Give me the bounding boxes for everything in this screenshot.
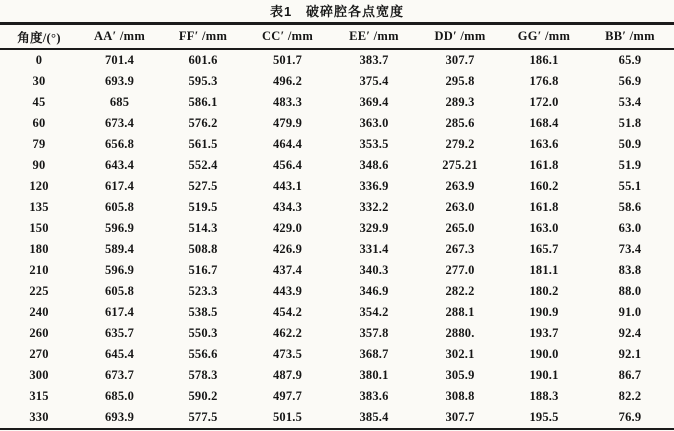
angle-cell: 120 bbox=[29, 179, 49, 193]
value-cell: 308.8 bbox=[445, 389, 475, 403]
angle-cell: 30 bbox=[32, 74, 46, 88]
value-cell: 50.9 bbox=[618, 137, 642, 151]
value-cell: 336.9 bbox=[359, 179, 389, 193]
value-cell: 462.2 bbox=[272, 326, 303, 340]
value-cell: 282.2 bbox=[445, 284, 475, 298]
value-cell: 605.8 bbox=[104, 284, 135, 298]
value-cell: 589.4 bbox=[104, 242, 135, 256]
value-cell: 190.1 bbox=[529, 368, 559, 382]
value-cell: 83.8 bbox=[618, 263, 642, 277]
angle-cell: 210 bbox=[29, 263, 49, 277]
value-cell: 701.4 bbox=[104, 53, 135, 67]
value-cell: 88.0 bbox=[618, 284, 642, 298]
value-cell: 443.1 bbox=[272, 179, 303, 193]
table-row bbox=[0, 218, 674, 239]
value-cell: 331.4 bbox=[359, 242, 389, 256]
table-title: 表1 破碎腔各点宽度 bbox=[269, 4, 405, 19]
value-cell: 307.7 bbox=[445, 410, 475, 424]
value-cell: 693.9 bbox=[104, 410, 135, 424]
value-cell: 380.1 bbox=[359, 368, 389, 382]
value-cell: 363.0 bbox=[359, 116, 389, 130]
angle-cell: 180 bbox=[29, 242, 49, 256]
value-cell: 172.0 bbox=[529, 95, 559, 109]
value-cell: 275.21 bbox=[442, 158, 478, 172]
value-cell: 302.1 bbox=[445, 347, 475, 361]
column-header: AA′ /mm bbox=[78, 24, 161, 50]
value-cell: 160.2 bbox=[529, 179, 559, 193]
value-cell: 263.0 bbox=[445, 200, 475, 214]
value-cell: 288.1 bbox=[445, 305, 475, 319]
value-cell: 193.7 bbox=[529, 326, 559, 340]
value-cell: 165.7 bbox=[529, 242, 559, 256]
value-cell: 578.3 bbox=[188, 368, 218, 382]
value-cell: 92.1 bbox=[618, 347, 642, 361]
value-cell: 190.9 bbox=[529, 305, 559, 319]
value-cell: 550.3 bbox=[188, 326, 218, 340]
value-cell: 265.0 bbox=[445, 221, 475, 235]
angle-cell: 270 bbox=[29, 347, 49, 361]
value-cell: 263.9 bbox=[445, 179, 475, 193]
table-row bbox=[0, 365, 674, 386]
data-table bbox=[0, 22, 674, 430]
table-row bbox=[0, 71, 674, 92]
value-cell: 617.4 bbox=[104, 305, 135, 319]
table-row bbox=[0, 176, 674, 197]
value-cell: 429.0 bbox=[272, 221, 303, 235]
value-cell: 285.6 bbox=[445, 116, 475, 130]
angle-cell: 240 bbox=[29, 305, 49, 319]
value-cell: 195.5 bbox=[529, 410, 559, 424]
value-cell: 267.3 bbox=[445, 242, 475, 256]
value-cell: 561.5 bbox=[188, 137, 218, 151]
angle-cell: 135 bbox=[29, 200, 49, 214]
value-cell: 279.2 bbox=[445, 137, 475, 151]
value-cell: 51.9 bbox=[618, 158, 642, 172]
value-cell: 645.4 bbox=[104, 347, 135, 361]
table-row bbox=[0, 92, 674, 113]
value-cell: 186.1 bbox=[529, 53, 559, 67]
value-cell: 168.4 bbox=[529, 116, 559, 130]
table-row bbox=[0, 302, 674, 323]
angle-cell: 315 bbox=[29, 389, 49, 403]
value-cell: 596.9 bbox=[104, 263, 135, 277]
value-cell: 82.2 bbox=[618, 389, 642, 403]
value-cell: 383.7 bbox=[359, 53, 389, 67]
value-cell: 685 bbox=[109, 95, 130, 109]
value-cell: 161.8 bbox=[529, 200, 559, 214]
value-cell: 576.2 bbox=[188, 116, 218, 130]
value-cell: 63.0 bbox=[618, 221, 642, 235]
angle-cell: 0 bbox=[35, 53, 43, 67]
table-row bbox=[0, 260, 674, 281]
value-cell: 340.3 bbox=[359, 263, 389, 277]
value-cell: 332.2 bbox=[359, 200, 389, 214]
value-cell: 176.8 bbox=[529, 74, 559, 88]
value-cell: 348.6 bbox=[359, 158, 389, 172]
value-cell: 346.9 bbox=[359, 284, 389, 298]
column-header: EE′ /mm bbox=[330, 24, 418, 50]
table-row bbox=[0, 323, 674, 344]
value-cell: 58.6 bbox=[618, 200, 642, 214]
angle-cell: 79 bbox=[32, 137, 46, 151]
value-cell: 163.6 bbox=[529, 137, 559, 151]
value-cell: 523.3 bbox=[188, 284, 218, 298]
value-cell: 426.9 bbox=[272, 242, 303, 256]
value-cell: 73.4 bbox=[618, 242, 642, 256]
value-cell: 590.2 bbox=[188, 389, 218, 403]
table-row bbox=[0, 155, 674, 176]
value-cell: 369.4 bbox=[359, 95, 389, 109]
column-header: FF′ /mm bbox=[161, 24, 245, 50]
column-header: DD′ /mm bbox=[418, 24, 502, 50]
header-row bbox=[0, 24, 674, 50]
value-cell: 552.4 bbox=[188, 158, 218, 172]
angle-cell: 90 bbox=[32, 158, 46, 172]
value-cell: 305.9 bbox=[445, 368, 475, 382]
value-cell: 643.4 bbox=[104, 158, 135, 172]
table-row bbox=[0, 197, 674, 218]
value-cell: 180.2 bbox=[529, 284, 559, 298]
value-cell: 91.0 bbox=[618, 305, 642, 319]
value-cell: 354.2 bbox=[359, 305, 389, 319]
value-cell: 353.5 bbox=[359, 137, 389, 151]
value-cell: 693.9 bbox=[104, 74, 135, 88]
value-cell: 514.3 bbox=[188, 221, 218, 235]
table-row bbox=[0, 386, 674, 407]
value-cell: 501.7 bbox=[272, 53, 303, 67]
angle-cell: 60 bbox=[32, 116, 46, 130]
value-cell: 188.3 bbox=[529, 389, 559, 403]
value-cell: 483.3 bbox=[272, 95, 303, 109]
value-cell: 508.8 bbox=[188, 242, 218, 256]
value-cell: 357.8 bbox=[359, 326, 389, 340]
value-cell: 577.5 bbox=[188, 410, 218, 424]
value-cell: 519.5 bbox=[188, 200, 218, 214]
angle-cell: 45 bbox=[32, 95, 46, 109]
value-cell: 295.8 bbox=[445, 74, 475, 88]
value-cell: 673.4 bbox=[104, 116, 135, 130]
value-cell: 289.3 bbox=[445, 95, 475, 109]
value-cell: 443.9 bbox=[272, 284, 303, 298]
value-cell: 479.9 bbox=[272, 116, 303, 130]
value-cell: 656.8 bbox=[104, 137, 135, 151]
value-cell: 586.1 bbox=[188, 95, 218, 109]
value-cell: 163.0 bbox=[529, 221, 559, 235]
value-cell: 434.3 bbox=[272, 200, 303, 214]
value-cell: 605.8 bbox=[104, 200, 135, 214]
value-cell: 454.2 bbox=[272, 305, 303, 319]
table-row bbox=[0, 344, 674, 365]
value-cell: 596.9 bbox=[104, 221, 135, 235]
value-cell: 329.9 bbox=[359, 221, 389, 235]
value-cell: 437.4 bbox=[272, 263, 303, 277]
angle-cell: 300 bbox=[29, 368, 49, 382]
value-cell: 673.7 bbox=[104, 368, 135, 382]
value-cell: 2880. bbox=[445, 326, 475, 340]
value-cell: 65.9 bbox=[618, 53, 642, 67]
value-cell: 86.7 bbox=[618, 368, 642, 382]
angle-cell: 150 bbox=[29, 221, 49, 235]
value-cell: 161.8 bbox=[529, 158, 559, 172]
value-cell: 501.5 bbox=[272, 410, 303, 424]
table-row bbox=[0, 281, 674, 302]
value-cell: 53.4 bbox=[618, 95, 642, 109]
value-cell: 307.7 bbox=[445, 53, 475, 67]
angle-cell: 225 bbox=[29, 284, 49, 298]
value-cell: 76.9 bbox=[618, 410, 642, 424]
angle-cell: 260 bbox=[29, 326, 49, 340]
value-cell: 473.5 bbox=[272, 347, 303, 361]
value-cell: 456.4 bbox=[272, 158, 303, 172]
value-cell: 496.2 bbox=[272, 74, 303, 88]
column-header-angle: 角度/(°) bbox=[0, 24, 78, 50]
column-header: GG′ /mm bbox=[502, 24, 586, 50]
table-row bbox=[0, 239, 674, 260]
table-row bbox=[0, 113, 674, 134]
value-cell: 538.5 bbox=[188, 305, 218, 319]
value-cell: 181.1 bbox=[529, 263, 559, 277]
value-cell: 516.7 bbox=[188, 263, 218, 277]
value-cell: 383.6 bbox=[359, 389, 389, 403]
column-header: CC′ /mm bbox=[245, 24, 330, 50]
value-cell: 685.0 bbox=[104, 389, 135, 403]
column-header: BB′ /mm bbox=[586, 24, 674, 50]
value-cell: 375.4 bbox=[359, 74, 389, 88]
angle-cell: 330 bbox=[29, 410, 49, 424]
value-cell: 92.4 bbox=[618, 326, 642, 340]
value-cell: 527.5 bbox=[188, 179, 218, 193]
value-cell: 601.6 bbox=[188, 53, 218, 67]
value-cell: 487.9 bbox=[272, 368, 303, 382]
value-cell: 56.9 bbox=[618, 74, 642, 88]
value-cell: 556.6 bbox=[188, 347, 218, 361]
value-cell: 464.4 bbox=[272, 137, 303, 151]
value-cell: 635.7 bbox=[104, 326, 135, 340]
value-cell: 617.4 bbox=[104, 179, 135, 193]
value-cell: 277.0 bbox=[445, 263, 475, 277]
value-cell: 368.7 bbox=[359, 347, 389, 361]
table-body bbox=[0, 49, 674, 429]
table-row bbox=[0, 49, 674, 71]
table-row bbox=[0, 407, 674, 429]
value-cell: 55.1 bbox=[618, 179, 642, 193]
value-cell: 190.0 bbox=[529, 347, 559, 361]
value-cell: 385.4 bbox=[359, 410, 389, 424]
value-cell: 497.7 bbox=[272, 389, 303, 403]
table-row bbox=[0, 134, 674, 155]
value-cell: 595.3 bbox=[188, 74, 218, 88]
value-cell: 51.8 bbox=[618, 116, 642, 130]
